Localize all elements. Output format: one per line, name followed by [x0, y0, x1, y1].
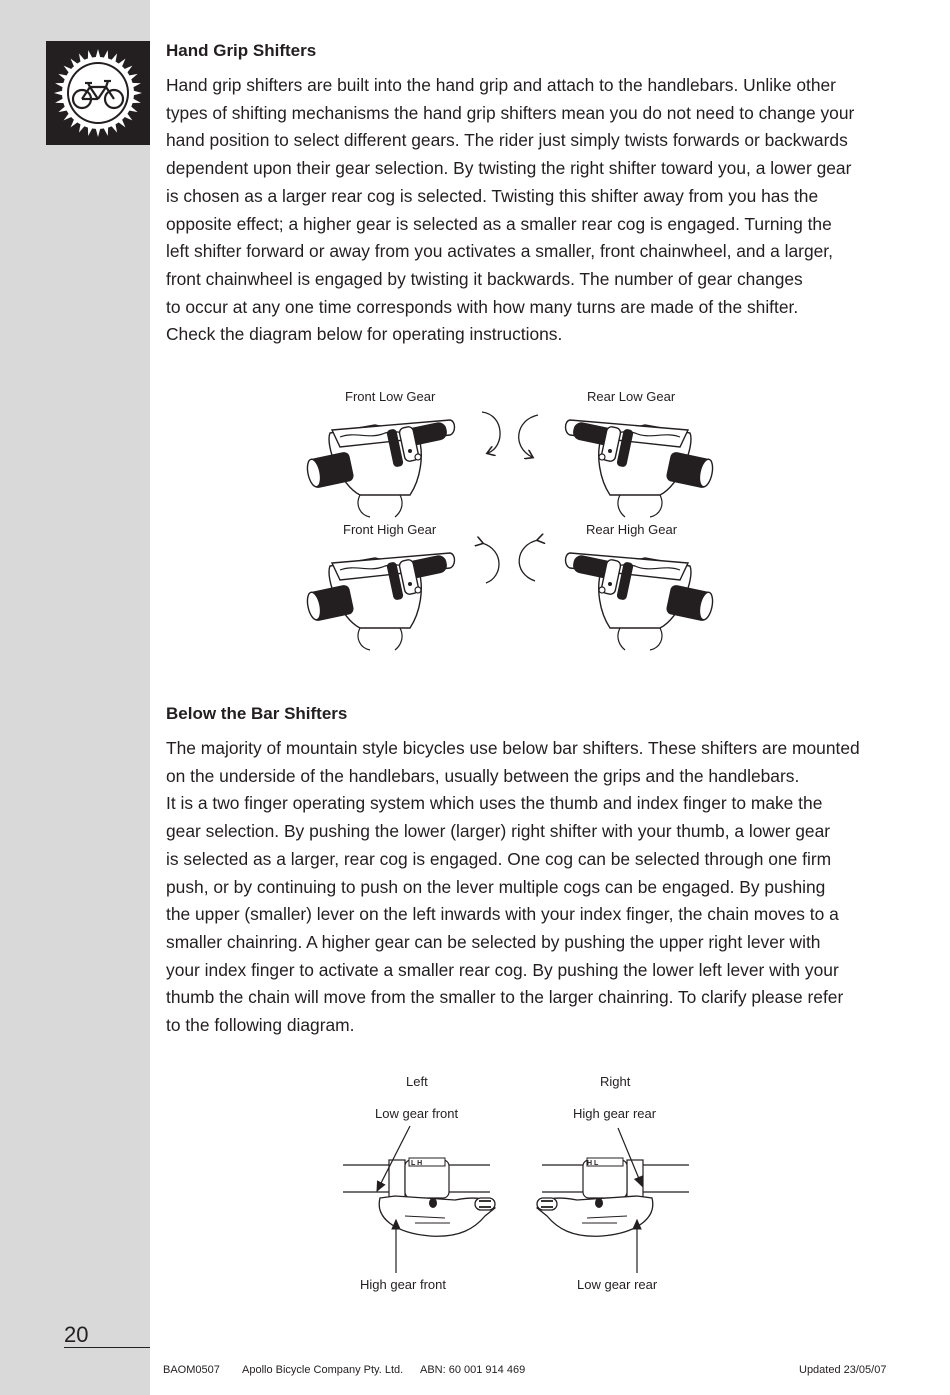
label-rear-high-gear: Rear High Gear [586, 522, 678, 537]
label-low-gear-rear: Low gear rear [577, 1277, 658, 1292]
section-heading-below-bar-shifters: Below the Bar Shifters [166, 704, 348, 723]
text-line: opposite effect; a higher gear is selected as a smaller rear cog is engaged. Turning the [166, 213, 832, 234]
text-line: thumb the chain will move from the smaller to the larger chainring. To clarify please refer [166, 987, 844, 1008]
footer-updated: Updated 23/05/07 [799, 1364, 887, 1376]
footer-code: BAOM0507 [163, 1364, 220, 1376]
page-number-rule [64, 1347, 150, 1348]
label-front-low-gear: Front Low Gear [345, 389, 436, 404]
label-left: Left [406, 1074, 428, 1089]
rotate-arrow-icon [482, 543, 499, 583]
text-line: gear selection. By pushing the lower (larger) right shifter with your thumb, a lower gear [166, 821, 831, 842]
text-line: types of shifting mechanisms the hand grip shifters mean you do not need to change your [166, 102, 855, 123]
text-line: Check the diagram below for operating instructions. [166, 324, 563, 345]
hand-grip-shifter-diagram [300, 385, 720, 655]
below-bar-paragraph [166, 735, 896, 1040]
left-shifter-illustration [343, 1158, 495, 1236]
text-line: The majority of mountain style bicycles use below bar shifters. These shifters are mounted [166, 738, 860, 758]
sidebar-band [0, 0, 150, 1395]
rotate-arrow-icon [482, 412, 500, 453]
section-heading-hand-grip-shifters: Hand Grip Shifters [166, 41, 317, 60]
right-hand-top-illustration [566, 420, 715, 517]
shifter-indicator-right: H L [587, 1160, 599, 1167]
bicycle-gear-logo-icon [46, 41, 150, 145]
text-line: to occur at any one time corresponds with how many turns are made of the shifter. [166, 296, 799, 317]
right-shifter-illustration [537, 1158, 689, 1236]
text-line: It is a two finger operating system which uses the thumb and index finger to make the [166, 793, 823, 814]
label-high-gear-rear: High gear rear [573, 1106, 657, 1121]
hand-grip-paragraph [166, 72, 896, 349]
right-hand-bottom-illustration [566, 553, 715, 650]
rotate-arrow-icon [519, 540, 538, 581]
text-line: to the following diagram. [166, 1015, 355, 1036]
text-line: front chainwheel is engaged by twisting it backwards. The number of gear changes [166, 268, 803, 289]
left-hand-bottom-illustration [305, 553, 454, 650]
text-line: on the underside of the handlebars, usually between the grips and the handlebars. [166, 765, 800, 786]
footer-company: Apollo Bicycle Company Pty. Ltd. [242, 1364, 404, 1376]
label-right: Right [600, 1074, 631, 1089]
left-hand-top-illustration [305, 420, 454, 517]
text-line: is selected as a larger, rear cog is engaged. One cog can be selected through one firm [166, 848, 832, 869]
label-low-gear-front: Low gear front [375, 1106, 459, 1121]
label-high-gear-front: High gear front [360, 1277, 446, 1292]
text-line: the upper (smaller) lever on the left inwards with your index finger, the chain moves to a [166, 904, 839, 925]
page-number: 20 [64, 1322, 89, 1347]
text-line: dependent upon their gear selection. By twisting the right shifter toward you, a lower gear [166, 158, 852, 179]
label-rear-low-gear: Rear Low Gear [587, 389, 676, 404]
below-bar-shifter-diagram [335, 1068, 695, 1308]
rotate-arrow-icon [519, 415, 538, 457]
text-line: Hand grip shifters are built into the hand grip and attach to the handlebars. Unlike other [166, 75, 836, 95]
text-line: push, or by continuing to push on the lever multiple cogs can be engaged. By pushing [166, 876, 826, 897]
text-line: hand position to select different gears. The rider just simply twists forwards or backwards [166, 130, 848, 151]
shifter-indicator-left: L H [411, 1160, 423, 1167]
footer-abn: ABN: 60 001 914 469 [420, 1364, 526, 1376]
text-line: your index finger to activate a smaller rear cog. By pushing the lower left lever with your [166, 959, 839, 980]
text-line: smaller chainring. A higher gear can be selected by pushing the upper right lever with [166, 931, 821, 952]
text-line: is chosen as a larger rear cog is selected. Twisting this shifter away from you has the [166, 185, 819, 206]
label-front-high-gear: Front High Gear [343, 522, 437, 537]
text-line: left shifter forward or away from you activates a smaller, front chainwheel, and a larger, [166, 241, 833, 262]
